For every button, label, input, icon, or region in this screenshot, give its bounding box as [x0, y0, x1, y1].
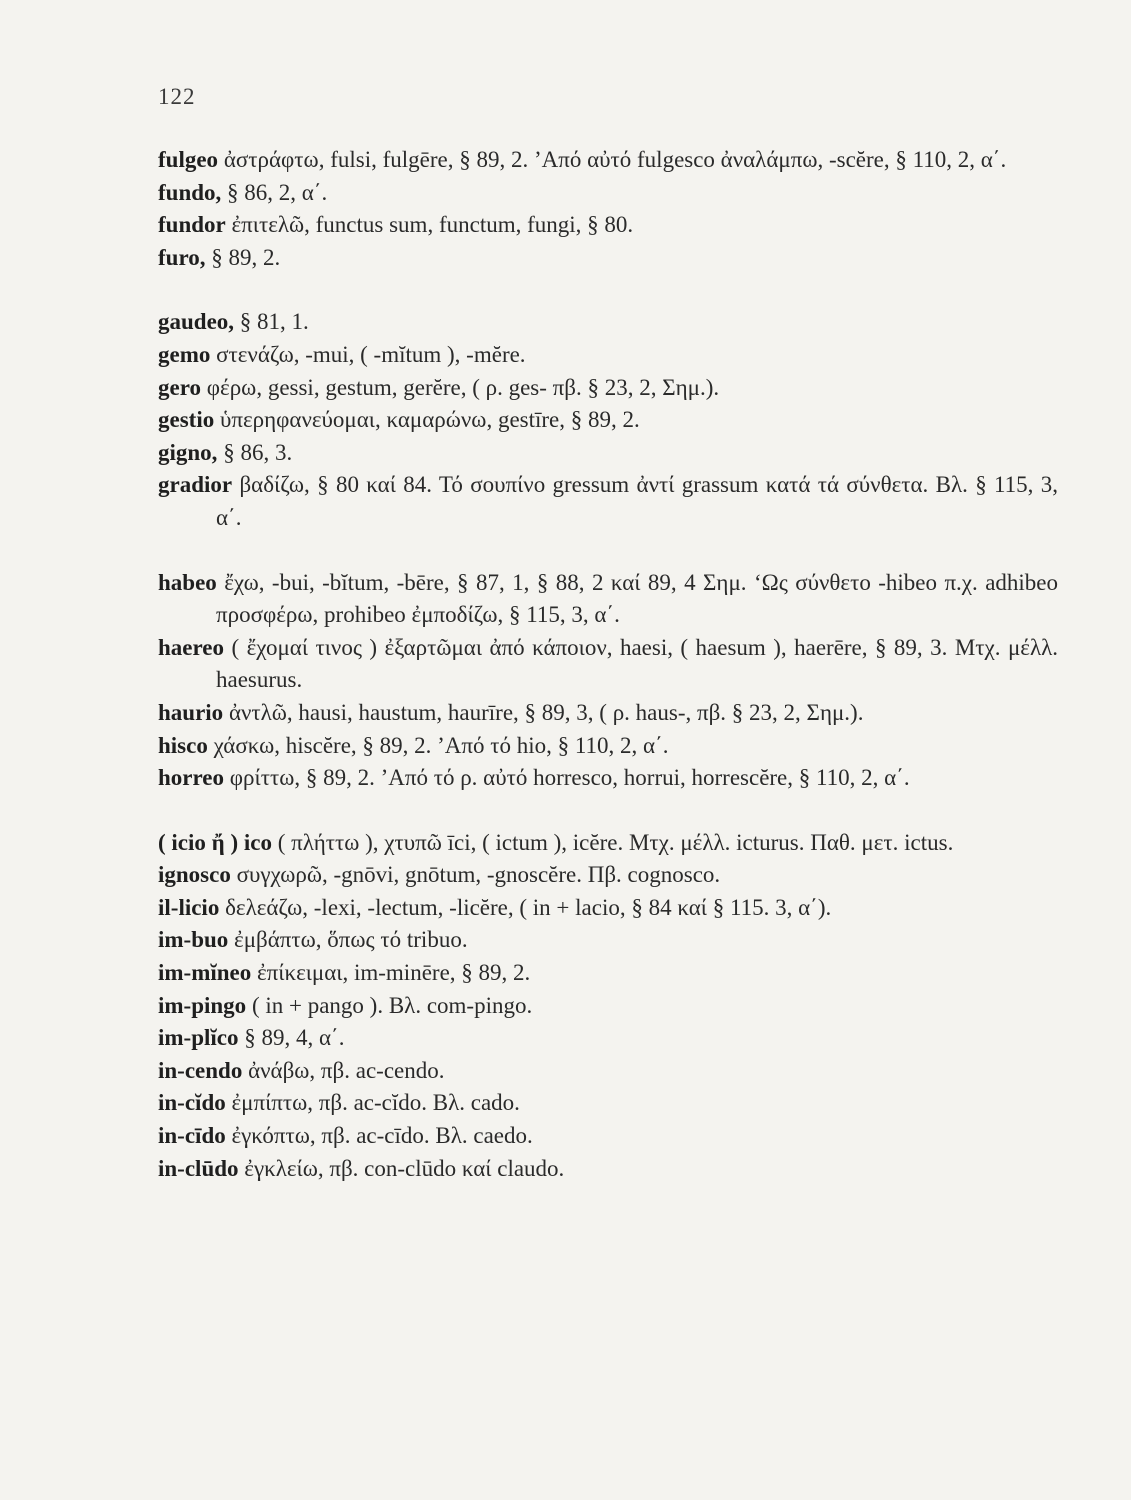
entry-definition: ἐπίκειμαι, im-minēre, § 89, 2.	[257, 960, 531, 986]
entry-headword: gemo	[158, 341, 211, 367]
entry-definition: χάσκω, hiscĕre, § 89, 2. ’Από τό hio, § 110, 2, α΄.	[213, 732, 669, 758]
entry-headword: gestio	[158, 407, 215, 433]
entry-headword: horreo	[158, 765, 225, 791]
entry-headword: gradior	[158, 472, 233, 498]
dictionary-entry	[158, 177, 1058, 210]
entry-headword: ignosco	[158, 862, 231, 888]
entry-definition: ὑπερηφανεύομαι, καμαρώνω, gestīre, § 89, 2.	[219, 407, 640, 433]
page-number: 122	[158, 84, 196, 109]
entry-headword: ( icio ἤ ) ico	[158, 829, 272, 855]
dictionary-entry	[158, 827, 1058, 860]
entry-definition: § 89, 4, α΄.	[244, 1025, 345, 1051]
entry-headword: habeo	[158, 569, 217, 595]
dictionary-entry	[158, 1087, 1058, 1120]
entry-headword: gaudeo,	[158, 309, 235, 335]
dictionary-entry	[158, 339, 1058, 372]
entry-headword: furo,	[158, 244, 206, 270]
entry-definition: § 81, 1.	[239, 309, 309, 335]
entry-definition: βαδίζω, § 80 καί 84. Τό σουπίνο gressum ἀντί grassum κατά τά σύνθετα. Βλ. § 115, 3, α΄.	[216, 472, 1059, 530]
entry-definition: § 86, 3.	[223, 439, 293, 465]
entry-definition: ἀντλῶ, hausi, haustum, haurīre, § 89, 3, ( ρ. haus-, πβ. § 23, 2, Σημ.).	[228, 699, 864, 725]
dictionary-entry	[158, 1055, 1058, 1088]
dictionary-entry	[158, 990, 1058, 1023]
entry-headword: im-plĭco	[158, 1025, 239, 1051]
dictionary-entry	[158, 469, 1058, 534]
dictionary-entry	[158, 1120, 1058, 1153]
entry-headword: in-cīdo	[158, 1123, 226, 1149]
entry-definition: ἀστράφτω, fulsi, fulgēre, § 89, 2. ’Από αὐτό fulgesco ἀναλάμπω, -scĕre, § 110, 2, α΄.	[223, 147, 1007, 172]
entry-headword: fundor	[158, 212, 226, 238]
entry-headword: fulgeo	[158, 147, 219, 172]
entry-headword: gero	[158, 374, 202, 400]
entry-headword: in-cendo	[158, 1057, 243, 1083]
dictionary-entry	[158, 437, 1058, 470]
dictionary-entry	[158, 144, 1058, 177]
entry-definition: φρίττω, § 89, 2. ’Από τό ρ. αὐτό horresco, horrui, horrescĕre, § 110, 2, α΄.	[229, 765, 910, 791]
entry-definition: ἀνάβω, πβ. ac-cendo.	[248, 1057, 445, 1083]
entry-definition: ἐγκλείω, πβ. con-clūdo καί claudo.	[244, 1155, 565, 1181]
section-gap	[158, 535, 1058, 567]
entry-definition: ἐπιτελῶ, functus sum, functum, fungi, § 80.	[231, 212, 634, 238]
entry-headword: im-mĭneo	[158, 960, 252, 986]
entry-definition: στενάζω, -mui, ( -mĭtum ), -mĕre.	[216, 341, 526, 367]
entry-headword: il-licio	[158, 894, 220, 920]
dictionary-entry	[158, 567, 1058, 632]
dictionary-entry	[158, 924, 1058, 957]
dictionary-entry	[158, 730, 1058, 763]
dictionary-entry	[158, 632, 1058, 697]
entry-definition: ἔχω, -bui, -bĭtum, -bēre, § 87, 1, § 88, 2 καί 89, 4 Σημ. ‘Ως σύνθετο -hibeo π.χ. adhibeo προσφέρω, prohibeo ἐμποδίζω, § 115, 3, α΄.	[216, 569, 1059, 628]
entry-headword: gigno,	[158, 439, 218, 465]
entry-headword: in-cĭdo	[158, 1090, 226, 1116]
entry-definition: φέρω, gessi, gestum, gerĕre, ( ρ. ges- πβ. § 23, 2, Σημ.).	[206, 374, 720, 400]
entry-definition: ἐμπίπτω, πβ. ac-cĭdo. Βλ. cado.	[231, 1090, 520, 1116]
dictionary-entry	[158, 1153, 1058, 1186]
dictionary-entry	[158, 242, 1058, 275]
entry-definition: ἐγκόπτω, πβ. ac-cīdo. Βλ. caedo.	[231, 1123, 533, 1149]
entry-definition: δελεάζω, -lexi, -lectum, -licĕre, ( in + lacio, § 84 καί § 115. 3, α΄).	[225, 894, 832, 920]
entry-headword: hisco	[158, 732, 208, 758]
entry-definition: § 86, 2, α΄.	[227, 179, 328, 205]
entry-definition: συγχωρῶ, -gnōvi, gnōtum, -gnoscĕre. Πβ. cognosco.	[236, 862, 721, 888]
dictionary-entry	[158, 697, 1058, 730]
section-gap	[158, 795, 1058, 827]
dictionary-entry	[158, 1022, 1058, 1055]
entry-headword: haurio	[158, 699, 224, 725]
entry-definition: ( πλήττω ), χτυπῶ īci, ( ictum ), icĕre. Μτχ. μέλλ. icturus. Παθ. μετ. ictus.	[277, 829, 954, 855]
dictionary-entry	[158, 892, 1058, 925]
entry-headword: in-clūdo	[158, 1155, 239, 1181]
dictionary-entry	[158, 859, 1058, 892]
entry-headword: haereo	[158, 634, 225, 660]
entry-definition: ἐμβάπτω, ὅπως τό tribuo.	[234, 927, 468, 953]
entry-headword: fundo,	[158, 179, 222, 205]
entry-list	[158, 144, 1058, 1185]
dictionary-entry	[158, 762, 1058, 795]
entry-definition: § 89, 2.	[211, 244, 281, 270]
dictionary-entry	[158, 209, 1058, 242]
entry-definition: ( ἔχομαί τινος ) ἐξαρτῶμαι ἀπό κάποιον, haesi, ( haesum ), haerēre, § 89, 3. Μτχ. μέλλ. haesurus.	[216, 634, 1058, 693]
dictionary-entry	[158, 957, 1058, 990]
section-gap	[158, 274, 1058, 306]
entry-definition: ( in + pango ). Βλ. com-pingo.	[251, 992, 533, 1018]
entry-headword: im-buo	[158, 927, 229, 953]
dictionary-entry	[158, 306, 1058, 339]
dictionary-entry	[158, 404, 1058, 437]
entry-headword: im-pingo	[158, 992, 247, 1018]
dictionary-entry	[158, 372, 1058, 405]
